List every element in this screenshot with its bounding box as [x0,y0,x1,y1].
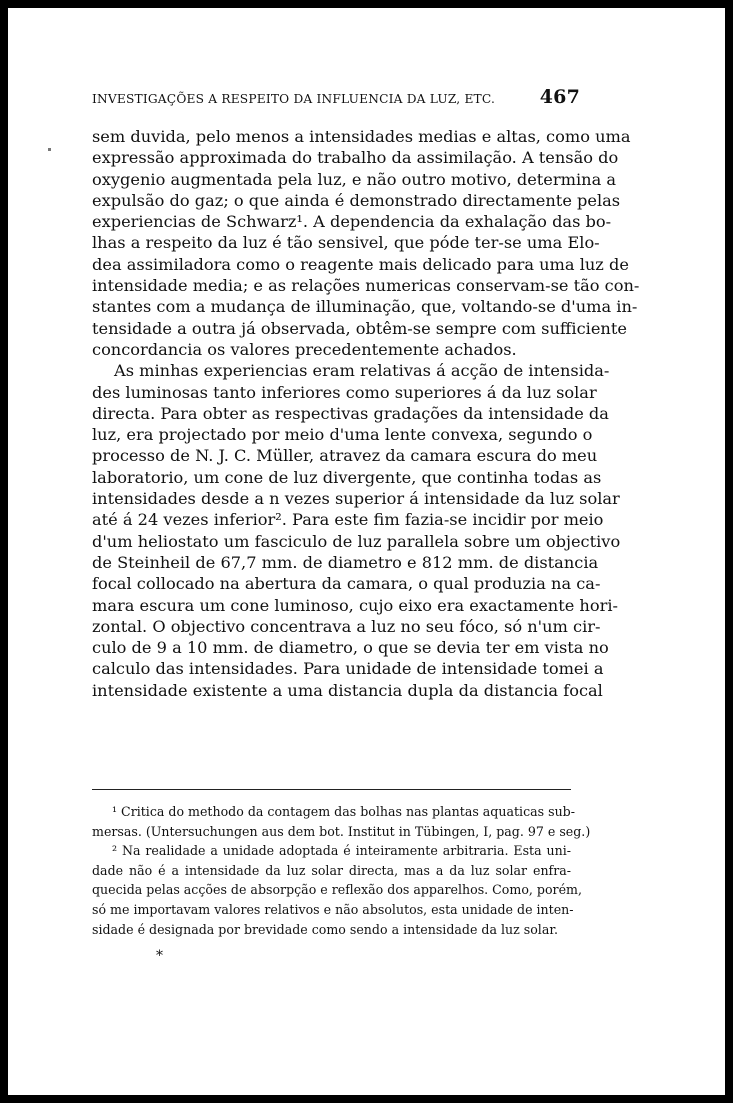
header-title: INVESTIGAÇÕES A RESPEITO DA INFLUENCIA DA LUZ, ETC. [92,92,496,106]
body-line: directa. Para obter as respectivas gradações da intensidade da [92,403,609,423]
body-line: zontal. O objectivo concentrava a luz no seu fóco, só n'um cir- [92,616,601,636]
body-line: calculo das intensidades. Para unidade de intensidade tomei a [92,659,604,679]
body-line: até á 24 vezes inferior². Para este fim fazia-se incidir por meio [92,510,604,530]
body-line: As minhas experiencias eram relativas á acção de intensida- [114,361,610,381]
body-line: intensidade existente a uma distancia dupla da distancia focal [92,680,603,700]
footnote-line: sidade é designada por brevidade como sendo a intensidade da luz solar. [92,921,558,937]
body-line: lhas a respeito da luz é tão sensivel, que póde ter-se uma Elo- [92,233,600,253]
paper-speck [48,148,51,151]
footnote-line: mersas. (Untersuchungen aus dem bot. Institut in Tübingen, I, pag. 97 e seg.) [92,823,591,839]
body-line: experiencias de Schwarz¹. A dependencia da exhalação das bo- [92,212,612,232]
body-line: des luminosas tanto inferiores como superiores á da luz solar [92,382,597,402]
body-line: tensidade a outra já observada, obtêm-se sempre com sufficiente [92,318,627,338]
body-text [92,126,640,701]
body-line: de Steinheil de 67,7 mm. de diametro e 812 mm. de distancia [92,552,599,572]
body-line: focal collocado na abertura da camara, o qual produzia na ca- [92,574,601,594]
page-number: 467 [539,86,580,108]
body-line: mara escura um cone luminoso, cujo eixo era exactamente hori- [92,595,618,615]
body-line: d'um heliostato um fasciculo de luz parallela sobre um objectivo [92,531,621,551]
footnote-line: quecida pelas acções de absorpção e reflexão dos apparelhos. Como, porém, [92,882,582,898]
asterisk-marker: * [156,948,163,964]
body-line: dea assimiladora como o reagente mais delicado para uma luz de [92,254,629,274]
body-line: luz, era projectado por meio d'uma lente convexa, segundo o [92,425,593,445]
footnote-line: só me importavam valores relativos e não absolutos, esta unidade de inten- [92,901,574,917]
body-line: processo de N. J. C. Müller, atravez da camara escura do meu [92,446,598,466]
footnote-line: dade não é a intensidade da luz solar directa, mas a da luz solar enfra- [92,862,571,878]
document-page [8,8,725,1095]
footnotes [92,802,591,939]
body-line: stantes com a mudança de illuminação, que, voltando-se d'uma in- [92,297,638,317]
body-line: laboratorio, um cone de luz divergente, que continha todas as [92,467,602,487]
body-line: culo de 9 a 10 mm. de diametro, o que se devia ter em vista no [92,638,609,658]
body-line: expressão approximada do trabalho da assimilação. A tensão do [92,148,619,168]
footnote-line: ¹ Critica do methodo da contagem das bolhas nas plantas aquaticas sub- [112,804,575,819]
body-line: oxygenio augmentada pela luz, e não outro motivo, determina a [92,169,617,189]
body-line: concordancia os valores precedentemente achados. [92,339,517,359]
footnote-divider [92,789,571,790]
body-line: intensidade media; e as relações numericas conservam-se tão con- [92,276,640,296]
body-line: expulsão do gaz; o que ainda é demonstrado directamente pelas [92,190,621,210]
footnote-line: ² Na realidade a unidade adoptada é inteiramente arbitraria. Esta uni- [112,843,571,859]
body-line: sem duvida, pelo menos a intensidades medias e altas, como uma [92,127,631,146]
body-line: intensidades desde a n vezes superior á intensidade da luz solar [92,489,620,509]
